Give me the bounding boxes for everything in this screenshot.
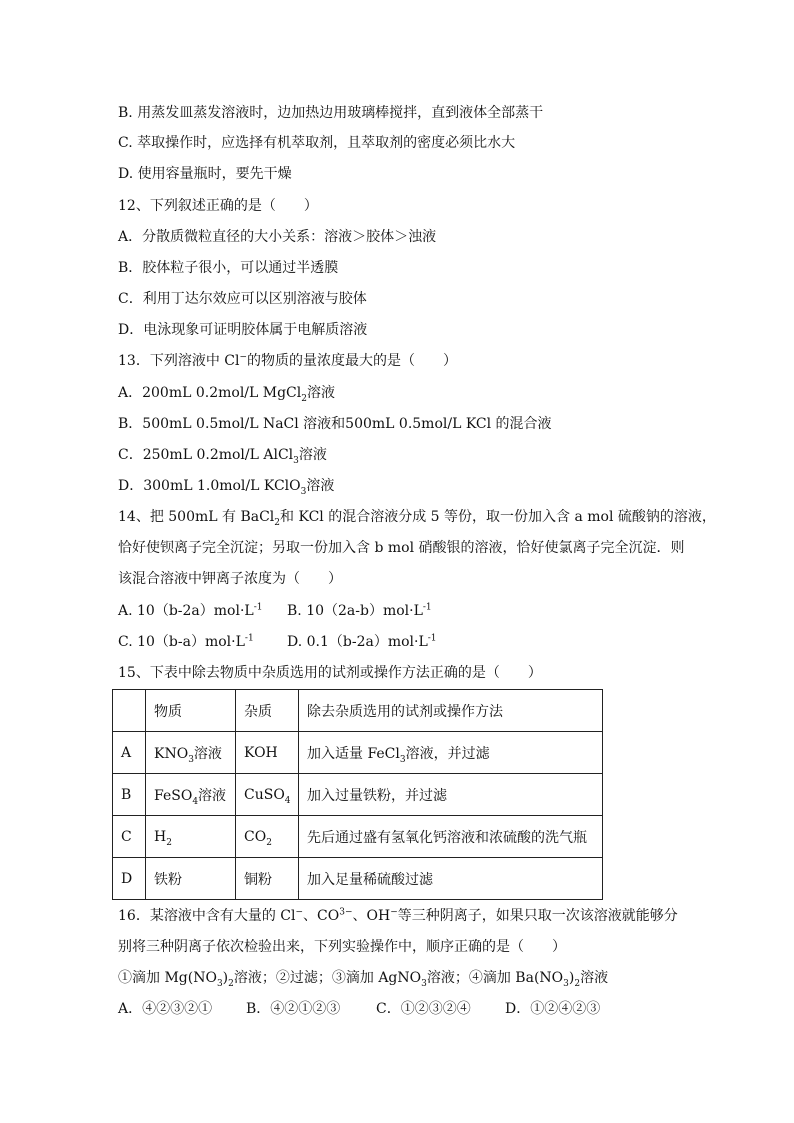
question-14-option-a: A. $10(b-2a)mol\cdot L^{-1}$ (118, 602, 263, 619)
question-16-steps: ①滴加 $Mg(NO_3)_2$溶液；②过滤；③滴加 AgNO$_3$溶液；④滴加 $Ba(NO_3)_2$溶液 (118, 970, 609, 989)
question-13-option-d: D．300mL 1.0mol/L KClO$_3$溶液 (118, 478, 335, 497)
table-header-row (113, 690, 603, 732)
question-14-option-c: C. $10(b-a)mol\cdot L^{-1}$ (118, 633, 254, 650)
impurity-cell: CuSO$_4$ (236, 774, 299, 816)
question-15-stem: 15、下表中除去物质中杂质选用的试剂或操作方法正确的是（ ） (118, 665, 542, 681)
question-12-option-d: D．电泳现象可证明胶体属于电解质溶液 (118, 322, 368, 338)
impurity-cell: KOH (236, 732, 299, 774)
table-header-cell (113, 690, 146, 732)
impurity-removal-table (112, 689, 603, 900)
question-14-stem-line-1: 14、把 500mL 有 BaCl$_2$和 KCl 的混合溶液分成 5 等份，取一份加入含 a mol 硫酸钠的溶液， (118, 509, 716, 528)
row-label: D (113, 858, 146, 900)
method-cell: 加入过量铁粉，并过滤 (299, 774, 603, 816)
row-label: B (113, 774, 146, 816)
table-row (113, 816, 603, 858)
question-16-stem-line-2: 别将三种阴离子依次检验出来，下列实验操作中，顺序正确的是（ ） (118, 939, 566, 955)
table-header-cell: 杂质 (236, 690, 299, 732)
question-12-option-c: C．利用丁达尔效应可以区别溶液与胶体 (118, 291, 367, 307)
table-header-cell: 物质 (146, 690, 236, 732)
question-13-option-c: C．250mL 0.2mol/L AlCl$_3$溶液 (118, 447, 327, 466)
question-13-stem: 13．下列溶液中 Cl−的物质的量浓度最大的是（ ） (118, 352, 458, 369)
question-13-option-b: B．500mL 0.5mol/L NaCl 溶液和500mL 0.5mol/L KCl 的混合液 (118, 416, 552, 432)
question-14-option-d: D. $0.1(b-2a)mol\cdot L^{-1}$ (287, 633, 437, 650)
question-14-option-b: B. $10(2a-b)mol\cdot L^{-1}$ (287, 602, 432, 619)
substance-cell: $H_2$ (146, 816, 236, 858)
question-16-stem-line-1: 16．某溶液中含有大量的 Cl−、$CO^{3-}$、OH−等三种阴离子，如果只取一次该溶液就能够分 (118, 907, 678, 924)
question-12-option-a: A．分散质微粒直径的大小关系：溶液＞胶体＞浊液 (118, 229, 437, 245)
table-row (113, 858, 603, 900)
question-13-option-a: A．200mL 0.2mol/L MgCl$_2$溶液 (118, 385, 335, 404)
impurity-cell: $CO_2$ (236, 816, 299, 858)
row-label: C (113, 816, 146, 858)
question-12-option-b: B．胶体粒子很小，可以通过半透膜 (118, 260, 339, 276)
table-header-cell: 除去杂质选用的试剂或操作方法 (299, 690, 603, 732)
method-cell: 先后通过盛有氢氧化钙溶液和浓硫酸的洗气瓶 (299, 816, 603, 858)
question-14-stem-line-3: 该混合溶液中钾离子浓度为（ ） (118, 571, 342, 587)
question-16-option-a: A．④②③②① (118, 1001, 213, 1017)
impurity-cell: 铜粉 (236, 858, 299, 900)
question-12-stem: 12、下列叙述正确的是（ ） (118, 198, 318, 214)
option-c-extraction: C. 萃取操作时，应选择有机萃取剂，且萃取剂的密度必须比水大 (118, 135, 516, 151)
table-row (113, 732, 603, 774)
substance-cell: 铁粉 (146, 858, 236, 900)
method-cell: 加入足量稀硫酸过滤 (299, 858, 603, 900)
question-14-options-cd (118, 632, 437, 652)
row-label: A (113, 732, 146, 774)
method-cell: 加入适量 FeCl$_3$溶液，并过滤 (299, 732, 603, 774)
question-16-option-b: B．④②①②③ (246, 1001, 341, 1017)
question-16-option-d: D．①②④②③ (505, 1001, 601, 1017)
question-14-stem-line-2: 恰好使钡离子完全沉淀；另取一份加入含 b mol 硝酸银的溶液，恰好使氯离子完全沉淀．则 (118, 540, 685, 556)
option-b-evaporation: B. 用蒸发皿蒸发溶液时，边加热边用玻璃棒搅拌，直到液体全部蒸干 (118, 105, 544, 121)
question-16-option-c: C．①②③②④ (376, 1001, 471, 1017)
substance-cell: $KNO_3$溶液 (146, 732, 236, 774)
option-d-volumetric-flask: D. 使用容量瓶时，要先干燥 (118, 166, 292, 182)
question-14-options-ab (118, 601, 432, 621)
table-row (113, 774, 603, 816)
substance-cell: FeSO$_4$溶液 (146, 774, 236, 816)
